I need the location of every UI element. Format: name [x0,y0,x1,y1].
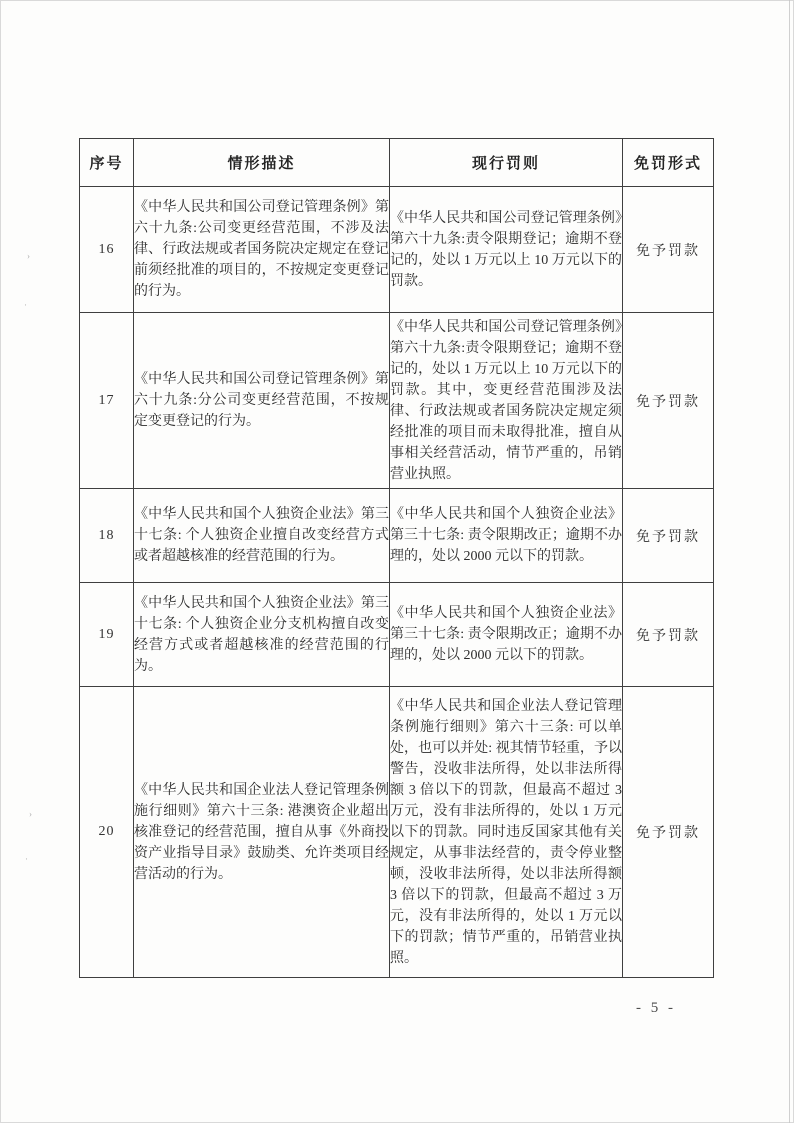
header-situation-description: 情形描述 [134,139,390,187]
scan-artifact: · [25,854,28,864]
header-current-penalty: 现行罚则 [390,139,623,187]
situation-cell: 《中华人民共和国公司登记管理条例》第六十九条:公司变更经营范围，不涉及法律、行政法规或者国务院决定规定在登记前须经批准的项目的，不按规定变更登记的行为。 [134,187,390,313]
table-row [80,687,714,978]
row-number-cell: 18 [80,489,134,583]
penalty-exemption-table [79,138,714,978]
table-row [80,489,714,583]
row-number-cell: 19 [80,583,134,687]
row-number-cell: 16 [80,187,134,313]
situation-cell: 《中华人民共和国个人独资企业法》第三十七条: 个人独资企业分支机构擅自改变经营方式或者超越核准的经营范围的行为。 [134,583,390,687]
situation-cell: 《中华人民共和国个人独资企业法》第三十七条: 个人独资企业擅自改变经营方式或者超越核准的经营范围的行为。 [134,489,390,583]
penalty-cell: 《中华人民共和国公司登记管理条例》第六十九条:责令限期登记；逾期不登记的，处以 1 万元以上 10 万元以下的罚款。其中，变更经营范围涉及法律、行政法规或者国务院决定规定须经批准的项目而未取得批准，擅自从事相关经营活动，情节严重的，吊销营业执照。 [390,313,623,489]
row-number-cell: 17 [80,313,134,489]
row-number-cell: 20 [80,687,134,978]
scan-artifact: · [24,300,27,310]
penalty-cell: 《中华人民共和国个人独资企业法》第三十七条: 责令限期改正；逾期不办理的，处以 2000 元以下的罚款。 [390,583,623,687]
scan-artifact: › [29,809,32,819]
scan-edge-line [789,0,790,1123]
table-row [80,583,714,687]
penalty-cell: 《中华人民共和国企业法人登记管理条例施行细则》第六十三条: 可以单处，也可以并处: 视其情节轻重，予以警告，没收非法所得，处以非法所得额 3 倍以下的罚款，但最高不超过 3 万元，没有非法所得的，处以 1 万元以下的罚款。同时违反国家其他有关规定，从事非法经营的，责令停业整顿，没收非法所得，处以非法所得额 3 倍以下的罚款，但最高不超过 3 万元，没有非法所得的，处以 1 万元以下的罚款；情节严重的，吊销营业执照。 [390,687,623,978]
scan-artifact: › [27,251,30,261]
table-header-row [80,139,714,187]
situation-cell: 《中华人民共和国企业法人登记管理条例施行细则》第六十三条: 港澳资企业超出核准登记的经营范围，擅自从事《外商投资产业指导目录》鼓励类、允许类项目经营活动的行为。 [134,687,390,978]
table-row [80,187,714,313]
header-exemption-form: 免罚形式 [623,139,714,187]
table-row [80,313,714,489]
exemption-cell: 免予罚款 [623,687,714,978]
page-number: - 5 - [636,1000,676,1016]
exemption-cell: 免予罚款 [623,489,714,583]
exemption-cell: 免予罚款 [623,313,714,489]
exemption-cell: 免予罚款 [623,583,714,687]
penalty-cell: 《中华人民共和国公司登记管理条例》第六十九条:责令限期登记；逾期不登记的，处以 1 万元以上 10 万元以下的罚款。 [390,187,623,313]
penalty-cell: 《中华人民共和国个人独资企业法》第三十七条: 责令限期改正；逾期不办理的，处以 2000 元以下的罚款。 [390,489,623,583]
header-serial-number: 序号 [80,139,134,187]
situation-cell: 《中华人民共和国公司登记管理条例》第六十九条:分公司变更经营范围，不按规定变更登记的行为。 [134,313,390,489]
exemption-cell: 免予罚款 [623,187,714,313]
